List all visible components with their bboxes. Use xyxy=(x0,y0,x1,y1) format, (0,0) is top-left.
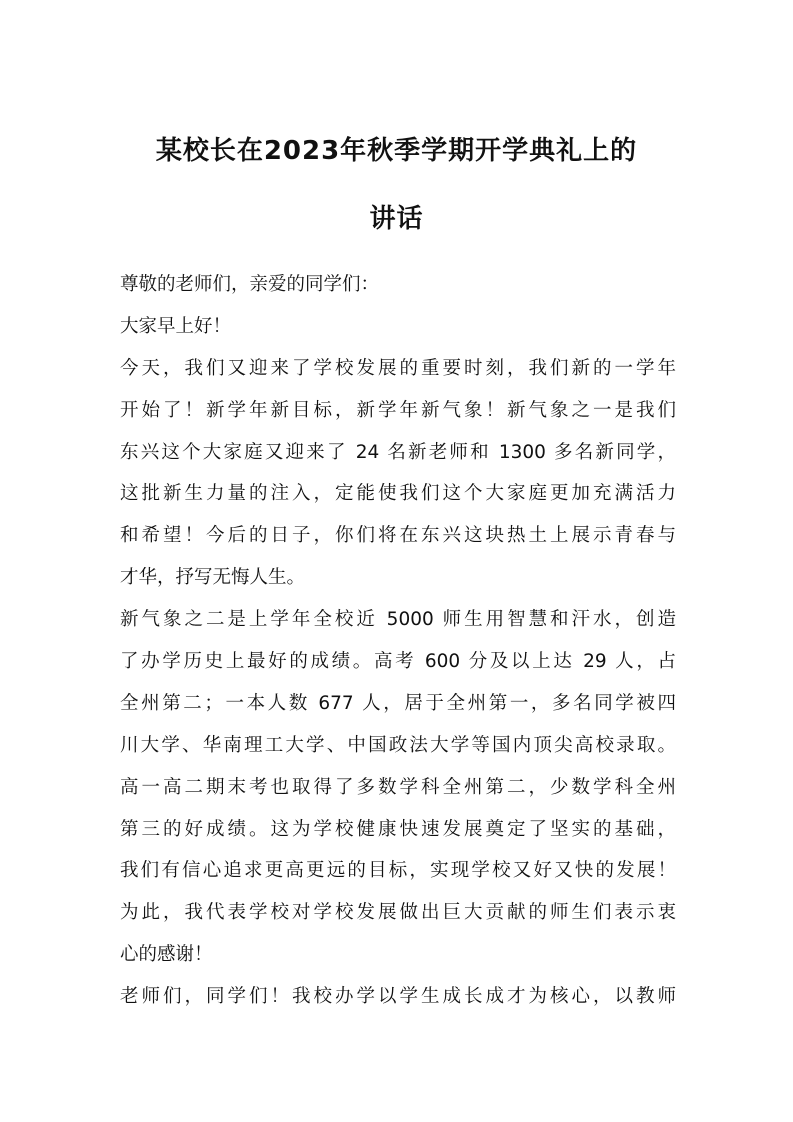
text-line: 第三的好成绩。这为学校健康快速发展奠定了坚实的基础， xyxy=(120,818,676,840)
text-line: 高一高二期末考也取得了多数学科全州第二，少数学科全州 xyxy=(120,776,676,798)
text-line: 和希望！今后的日子，你们将在东兴这块热土上展示青春与 xyxy=(120,525,676,547)
document-body xyxy=(120,271,676,1025)
text-line: 川大学、华南理工大学、中国政法大学等国内顶尖高校录取。 xyxy=(120,734,676,756)
text-line: 尊敬的老师们，亲爱的同学们： xyxy=(120,274,380,295)
text-line: 心的感谢！ xyxy=(120,944,213,966)
text-line: 为此，我代表学校对学校发展做出巨大贡献的师生们表示衷 xyxy=(120,902,676,924)
text-line: 老师们，同学们！我校办学以学生成长成才为核心，以教师 xyxy=(120,986,676,1008)
document-title-line-2: 讲话 xyxy=(369,204,424,234)
text-line: 新气象之二是上学年全校近 5000 师生用智慧和汗水，创造 xyxy=(120,609,676,631)
text-line: 东兴这个大家庭又迎来了 24 名新老师和 1300 多名新同学， xyxy=(120,441,676,463)
document-title-line-1: 某校长在2023年秋季学期开学典礼上的 xyxy=(155,136,638,166)
text-line: 今天，我们又迎来了学校发展的重要时刻，我们新的一学年 xyxy=(120,357,676,379)
text-line: 这批新生力量的注入，定能使我们这个大家庭更加充满活力 xyxy=(120,483,676,505)
text-line: 我们有信心追求更高更远的目标，实现学校又好又快的发展！ xyxy=(120,860,676,882)
text-line: 才华，抒写无悔人生。 xyxy=(120,567,306,589)
text-line: 全州第二；一本人数 677 人，居于全州第一，多名同学被四 xyxy=(120,692,676,714)
text-line: 了办学历史上最好的成绩。高考 600 分及以上达 29 人，占 xyxy=(120,651,676,673)
text-line: 大家早上好！ xyxy=(120,315,232,337)
text-line: 开始了！新学年新目标，新学年新气象！新气象之一是我们 xyxy=(120,399,676,421)
